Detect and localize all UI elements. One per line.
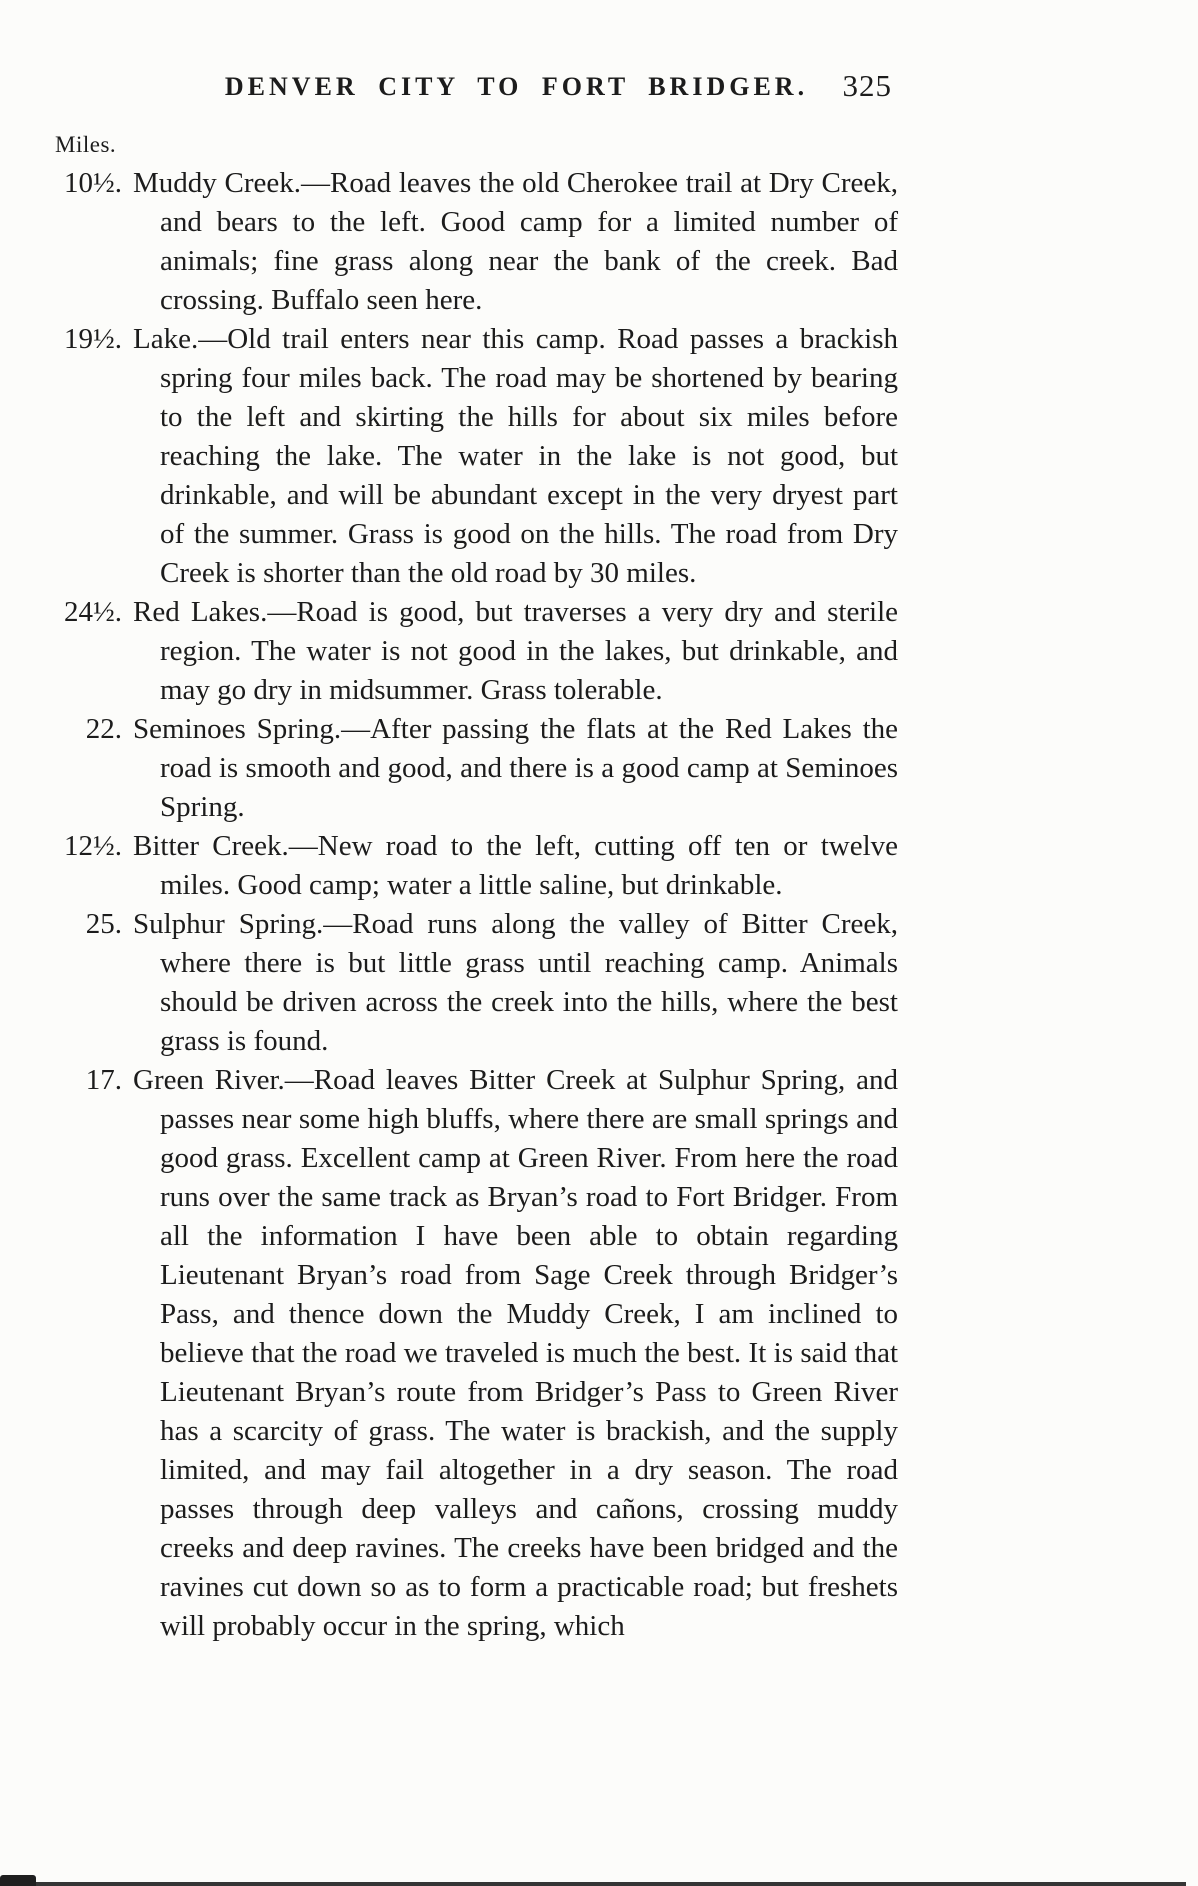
entry-miles: 19½. [64,323,122,355]
page-number: 325 [842,68,892,103]
entry-text: Red Lakes.—Road is good, but traverses a very dry and sterile region. The water is not good in the lakes, but drinkable, and may go dry in midsummer. Grass tolerable. [133,596,898,706]
itinerary-entries [55,164,898,1646]
entry-miles: 12½. [64,830,122,862]
itinerary-entry-green-river [55,1061,898,1646]
running-header: DENVER CITY TO FORT BRIDGER. [224,72,809,101]
entry-miles: 25. [85,908,122,940]
itinerary-entry-seminoes-spring [55,710,898,827]
itinerary-entry-sulphur-spring [55,905,898,1061]
entry-miles: 17. [85,1064,122,1096]
entry-text: Lake.—Old trail enters near this camp. Road passes a brackish spring four miles back. The road may be shortened by bearing to the left and skirting the hills for about six miles before reaching the lake. The water in the lake is not good, but drinkable, and will be abundant except in the very dryest part of the summer. Grass is good on the hills. The road from Dry Creek is shorter than the old road by 30 miles. [133,323,898,589]
entry-text: Green River.—Road leaves Bitter Creek at Sulphur Spring, and passes near some high bluffs, where there are small springs and good grass. Excellent camp at Green River. From here the road runs over the same track as Bryan’s road to Fort Bridger. From all the information I have been able to obtain regarding Lieutenant Bryan’s road from Sage Creek through Bridger’s Pass, and thence down the Muddy Creek, I am inclined to believe that the road we traveled is much the best. It is said that Lieutenant Bryan’s route from Bridger’s Pass to Green River has a scarcity of grass. The water is brackish, and the supply limited, and may fail altogether in a dry season. The road passes through deep valleys and cañons, crossing muddy creeks and deep ravines. The creeks have been bridged and the ravines cut down so as to form a practicable road; but freshets will probably occur in the spring, which [133,1064,898,1642]
entry-text: Seminoes Spring.—After passing the flats at the Red Lakes the road is smooth and good, and there is a good camp at Seminoes Spring. [133,713,898,823]
itinerary-entry-muddy-creek [55,164,898,320]
entry-miles: 24½. [64,596,122,628]
entry-text: Muddy Creek.—Road leaves the old Cherokee trail at Dry Creek, and bears to the left. Good camp for a limited number of animals; fine grass along near the bank of the creek. Bad crossing. Buffalo seen here. [133,167,898,316]
itinerary-entry-red-lakes [55,593,898,710]
itinerary-entry-lake [55,320,898,593]
scan-edge-artifact [0,1882,1186,1886]
entry-text: Sulphur Spring.—Road runs along the valley of Bitter Creek, where there is but little grass until reaching camp. Animals should be driven across the creek into the hills, where the best grass is found. [133,908,898,1057]
miles-column-label: Miles. [55,132,117,157]
itinerary-entry-bitter-creek [55,827,898,905]
entry-miles: 22. [85,713,122,745]
scan-corner-artifact [0,1875,36,1886]
entry-text: Bitter Creek.—New road to the left, cutting off ten or twelve miles. Good camp; water a little saline, but drinkable. [133,830,898,901]
page-header-row [55,68,898,108]
entry-miles: 10½. [64,167,122,199]
